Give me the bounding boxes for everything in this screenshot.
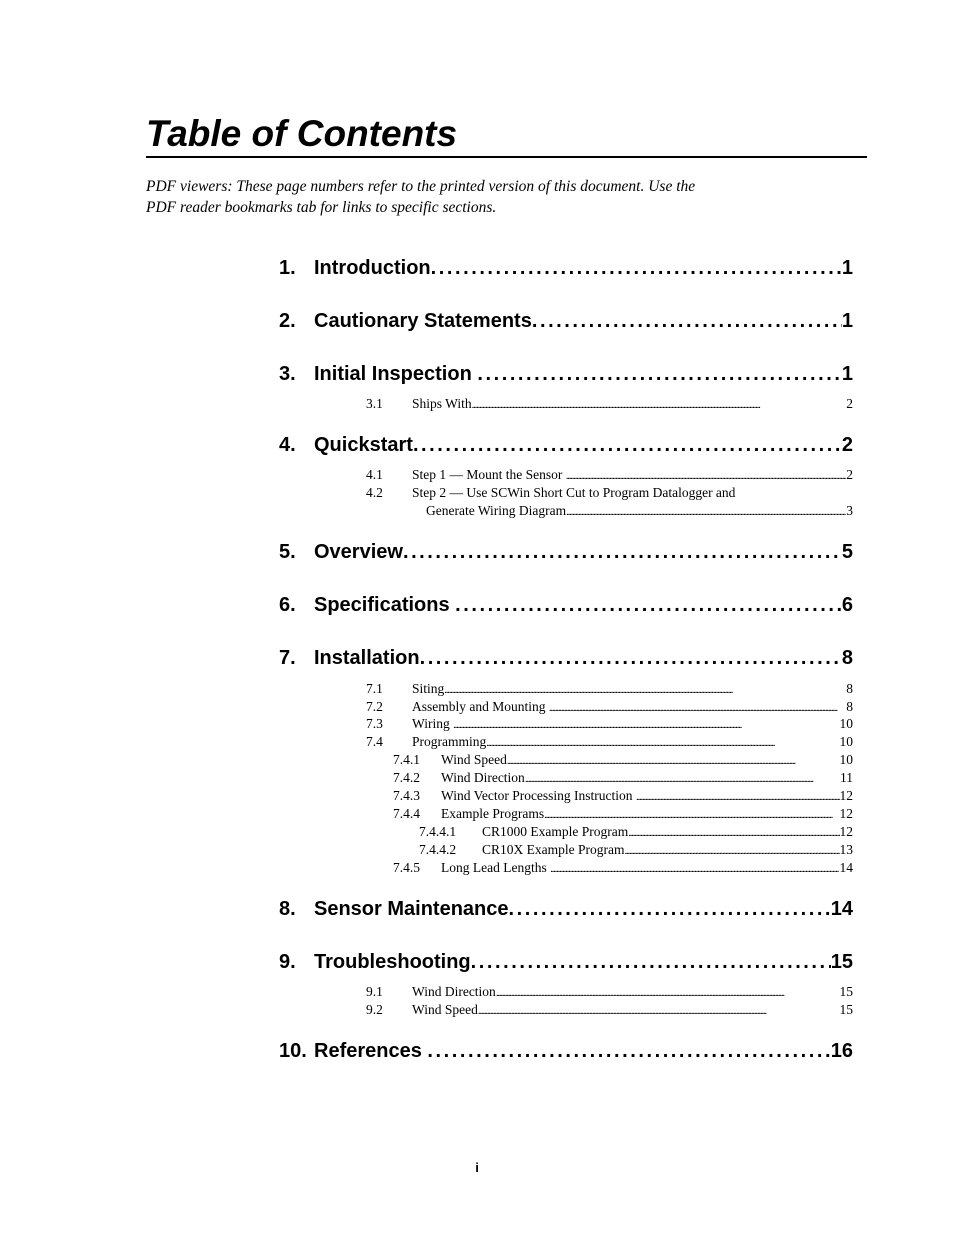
toc-entry-siting[interactable] [366,680,853,698]
toc-entry-cautionary-statements[interactable] [279,308,853,334]
toc-number: 9. [279,951,296,973]
toc-leader [628,824,839,842]
toc-title: CR1000 Example Program [482,824,629,839]
note-line-1: PDF viewers: These page numbers refer to the printed version of this document. Use the [146,178,696,195]
toc-number: 1. [279,257,296,279]
toc-title: Step 2 — Use SCWin Short Cut to Program Datalogger and [412,485,736,500]
toc-number: 9.1 [366,984,383,999]
toc-leader [566,503,846,521]
toc-page-number: 14 [839,860,853,875]
toc-leader [478,1002,840,1020]
toc-entry-references[interactable] [279,1038,853,1064]
toc-number: 4.1 [366,467,383,482]
toc-page-number: 1 [841,257,853,279]
toc-title: Long Lead Lengths [441,860,547,875]
toc-leader [550,860,839,878]
footer-page-number: i [475,1160,479,1175]
toc-leader [420,645,842,671]
toc-number: 7.2 [366,699,383,714]
toc-page-number: 2 [846,467,853,482]
toc-page-number: 1 [841,363,853,385]
toc-title: Wind Speed [441,752,507,767]
toc-entry-wind-vector[interactable] [393,787,853,805]
toc-page-number: 8 [846,681,853,696]
toc-title: Installation [314,647,420,669]
toc-number: 2. [279,310,296,332]
toc-page-number: 3 [846,503,853,518]
toc-number: 3.1 [366,396,383,411]
toc-leader [477,361,842,387]
toc-number: 3. [279,363,296,385]
toc-title: Wiring [412,716,450,731]
toc-number: 7.1 [366,681,383,696]
toc-entry-example-programs[interactable] [393,805,853,823]
toc-entry-troubleshooting[interactable] [279,949,853,975]
toc-number: 6. [279,594,296,616]
toc-leader [453,716,839,734]
toc-entry-cr10x-example[interactable] [419,841,853,859]
toc-entry-overview[interactable] [279,539,853,565]
toc-page-number: 5 [841,541,853,563]
toc-number: 5. [279,541,296,563]
toc-title: Initial Inspection [314,363,472,385]
toc-page-number: 8 [841,647,853,669]
toc-leader [544,806,839,824]
toc-leader [509,896,831,922]
page-title: Table of Contents [146,113,458,154]
toc-title: References [314,1040,422,1062]
toc-page-number: 16 [830,1040,853,1062]
toc-entry-quickstart[interactable] [279,432,853,458]
toc-title: Introduction [314,257,431,279]
toc-page-number: 1 [841,310,853,332]
toc-leader [427,1038,830,1064]
toc-entry-wiring[interactable] [366,715,853,733]
toc-number: 9.2 [366,1002,383,1017]
toc-leader [444,681,846,699]
toc-leader [413,432,842,458]
toc-page-number: 2 [846,396,853,411]
toc-entry-wind-direction-programming[interactable] [393,769,853,787]
toc-page-number: 15 [839,1002,853,1017]
toc-page-number: 12 [839,824,853,839]
toc-entry-step-1[interactable] [366,466,853,484]
toc-entry-step-2-line-2[interactable] [426,502,853,520]
toc-leader [486,734,839,752]
toc-leader [403,539,842,565]
toc-page-number: 8 [846,699,853,714]
toc-number: 7.4.2 [393,770,420,785]
toc-page-number: 14 [830,898,853,920]
toc-page-number: 12 [839,806,853,821]
toc-number: 7.4.4.1 [419,824,457,839]
toc-leader [507,752,840,770]
toc-leader [566,467,847,485]
toc-entry-specifications[interactable] [279,592,853,618]
toc-number: 4.2 [366,485,383,500]
toc-leader [496,984,840,1002]
toc-title: Ships With [412,396,472,411]
toc-title: Example Programs [441,806,545,821]
toc-number: 7. [279,647,296,669]
toc-title: Siting [412,681,445,696]
toc-page-number: 12 [839,788,853,803]
toc-number: 7.4.5 [393,860,420,875]
toc-leader [472,396,847,414]
toc-page-number: 15 [839,984,853,999]
toc-title: Step 1 — Mount the Sensor [412,467,563,482]
toc-page-number: 11 [840,770,853,785]
toc-page-number: 13 [839,842,853,857]
toc-title: CR10X Example Program [482,842,625,857]
toc-entry-installation[interactable] [279,645,853,671]
toc-leader [532,308,842,334]
toc-title: Wind Direction [441,770,525,785]
toc-number: 8. [279,898,296,920]
toc-page-number: 2 [841,434,853,456]
toc-leader [636,788,840,806]
toc-title: Wind Direction [412,984,496,999]
toc-entry-wind-direction-troubleshooting[interactable] [366,983,853,1001]
toc-leader [471,949,831,975]
toc-entry-wind-speed-troubleshooting[interactable] [366,1001,853,1019]
toc-entry-introduction[interactable] [279,255,853,281]
toc-entry-assembly-and-mounting[interactable] [366,698,853,716]
toc-leader [455,592,842,618]
toc-title: Wind Vector Processing Instruction [441,788,633,803]
toc-number: 7.3 [366,716,383,731]
toc-number: 7.4.4.2 [419,842,457,857]
toc-title: Overview [314,541,403,563]
toc-page-number: 15 [830,951,853,973]
toc-number: 7.4.4 [393,806,420,821]
toc-entry-cr1000-example[interactable] [419,823,853,841]
toc-leader [431,255,842,281]
toc-title: Specifications [314,594,450,616]
toc-page-number: 10 [839,716,853,731]
toc-entry-step-2-line-1[interactable] [366,484,735,502]
toc-leader [624,842,839,860]
toc-entry-programming[interactable] [366,733,853,751]
toc-number: 7.4.3 [393,788,420,803]
toc-entry-long-lead-lengths[interactable] [393,859,853,877]
toc-page-number: 10 [839,734,853,749]
toc-title: Wind Speed [412,1002,478,1017]
toc-number: 7.4 [366,734,383,749]
toc-number: 4. [279,434,296,456]
note-line-2: PDF reader bookmarks tab for links to specific sections. [146,198,497,216]
toc-title: Programming [412,734,487,749]
toc-entry-initial-inspection[interactable] [279,361,853,387]
toc-title: Assembly and Mounting [412,699,546,714]
toc-leader [525,770,840,788]
toc-title: Quickstart [314,434,413,456]
toc-title: Cautionary Statements [314,310,532,332]
toc-entry-sensor-maintenance[interactable] [279,896,853,922]
toc-entry-ships-with[interactable] [366,395,853,413]
toc-title-continued: Generate Wiring Diagram [426,503,567,518]
toc-title: Troubleshooting [314,951,471,973]
toc-page-number: 6 [841,594,853,616]
toc-page-number: 10 [839,752,853,767]
toc-title: Sensor Maintenance [314,898,509,920]
toc-number: 10. [279,1040,307,1062]
toc-number: 7.4.1 [393,752,420,767]
toc-entry-wind-speed-programming[interactable] [393,751,853,769]
